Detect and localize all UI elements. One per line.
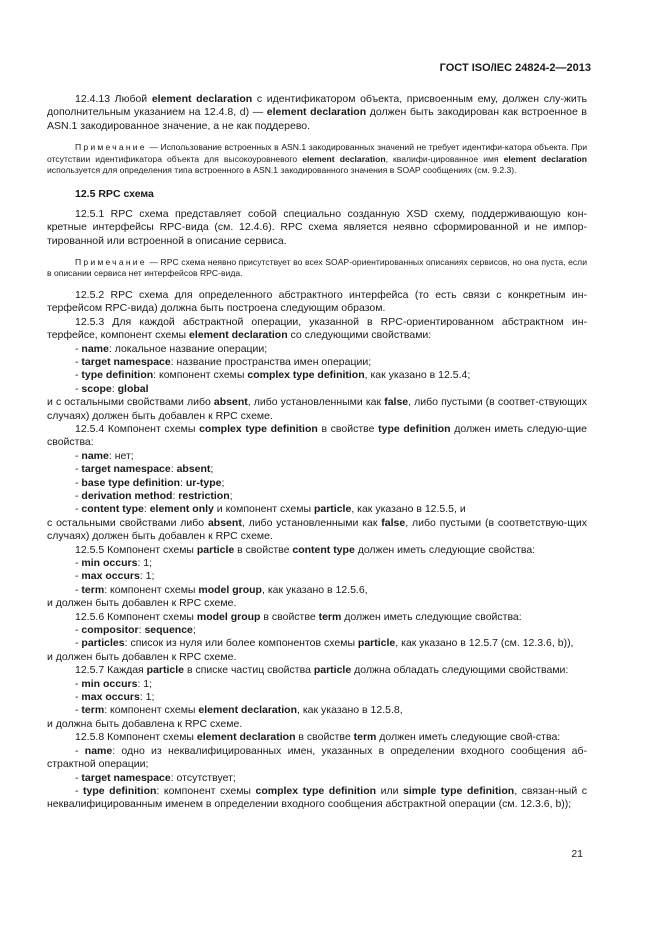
page-number: 21 xyxy=(571,848,583,860)
list-item: - scope: global xyxy=(75,382,149,395)
document-header: ГОСТ ISO/IEC 24824-2—2013 xyxy=(439,62,591,74)
paragraph-tail-12-5-4: с остальными свойствами либо absent, либо установленными как false, либо пустыми (в соответствую-щих случаях) должен быть добавлен к RPC схеме. xyxy=(47,516,587,543)
list-item: - name: нет; xyxy=(75,449,134,462)
list-item: - compositor: sequence; xyxy=(75,624,196,637)
list-item: - name: локальное название операции; xyxy=(75,342,268,355)
list-item: - term: компонент схемы model group, как указано в 12.5.6, xyxy=(75,583,368,596)
list-item: - term: компонент схемы element declaration, как указано в 12.5.8, xyxy=(75,704,403,717)
paragraph-12-5-5: 12.5.5 Компонент схемы particle в свойстве content type должен иметь следующие свойства: xyxy=(75,543,536,556)
list-item: - target namespace: название пространства имен операции; xyxy=(75,355,372,368)
section-heading-12-5: 12.5 RPC схема xyxy=(75,188,154,201)
paragraph-12-5-7: 12.5.7 Каждая particle в списке частиц свойства particle должна обладать следующими свойствами: xyxy=(75,664,569,677)
paragraph-tail-12-5-7: и должна быть добавлена к RPC схеме. xyxy=(47,717,243,730)
list-item: - type definition: компонент схемы complex type definition или simple type definition, связан-ный с неквалифицированным именем в определении входного сообщения абстрактной операции (см. 12.3.6, b)); xyxy=(47,784,587,811)
list-item: - derivation method: restriction; xyxy=(75,489,233,502)
paragraph-12-5-6: 12.5.6 Компонент схемы model group в свойстве term должен иметь следующие свойства: xyxy=(75,610,522,623)
paragraph-tail-12-5-3: и с остальными свойствами либо absent, либо установленными как false, либо пустыми (в соответ-ствующих случаях) должен быть добавлен к RPC схеме. xyxy=(47,396,587,422)
paragraph-12-4-13: 12.4.13 Любой element declaration с идентификатором объекта, присвоенным ему, должен слу-жить дополнительным указанием на 12.4.8, d) — element declaration должен быть закодирован как встроенное в ASN.1 закодированное значение, а не как поддерево. xyxy=(47,93,588,132)
list-item: - target namespace: отсутствует; xyxy=(75,771,236,784)
paragraph-tail-12-5-5: и должен быть добавлен к RPC схеме. xyxy=(47,597,237,610)
list-item: - max occurs: 1; xyxy=(75,570,155,583)
paragraph-12-5-1: 12.5.1 RPC схема представляет собой специально созданную XSD схему, поддерживающую кон-кретные интерфейсы RPC-вида (см. 12.4.6). RPC схема является неявно сформированной и не импор-тированной или встроенной в описание сервиса. xyxy=(47,207,587,247)
paragraph-tail-12-5-6: и должен быть добавлен к RPC схеме. xyxy=(47,650,237,663)
document-body xyxy=(47,93,587,812)
list-item: - name: одно из неквалифицированных имен, указанных в определении входного сообщения аб-страктной операции; xyxy=(47,744,587,771)
list-item: - content type: element only и компонент схемы particle, как указано в 12.5.5, и xyxy=(75,503,466,516)
note-1: Примечание — Использование встроенных в ASN.1 закодированных значений не требует идентифи-катора объекта. При отсутствии идентификатора объекта для высокоуровневого element declaration, квалифи-цированное имя element declaration используется для определения типа встроенного в ASN.1 закодированного значения в SOAP сообщениях (см. 9.2.3). xyxy=(47,142,588,176)
note-2: Примечание — RPC схема неявно присутствует во всех SOAP-ориентированных описаниях сервисов, но она пуста, если в описании сервиса нет интерфейсов RPC-вида. xyxy=(47,257,587,279)
list-item: - max occurs: 1; xyxy=(75,691,155,704)
list-item: - target namespace: absent; xyxy=(75,463,214,476)
list-item: - particles: список из нуля или более компонентов схемы particle, как указано в 12.5.7 (см. 12.3.6, b)), xyxy=(75,637,574,650)
paragraph-12-5-3: 12.5.3 Для каждой абстрактной операции, указанной в RPC-ориентированном абстрактном ин-терфейсе, компонент схемы element declaration со следующими свойствами: xyxy=(47,315,587,342)
list-item: - min occurs: 1; xyxy=(75,557,153,569)
list-item: - base type definition: ur-type; xyxy=(75,476,225,489)
list-item: - min occurs: 1; xyxy=(75,677,153,690)
list-item: - type definition: компонент схемы complex type definition, как указано в 12.5.4; xyxy=(75,369,471,382)
paragraph-12-5-8: 12.5.8 Компонент схемы element declaration в свойстве term должен иметь следующие свой-ства: xyxy=(75,731,561,744)
paragraph-12-5-4: 12.5.4 Компонент схемы complex type definition в свойстве type definition должен иметь следую-щие свойства: xyxy=(47,422,587,449)
paragraph-12-5-2: 12.5.2 RPC схема для определенного абстрактного интерфейса (то есть связи с конкретным ин-терфейсом RPC-вида) должна быть построена следующим образом. xyxy=(47,288,587,315)
